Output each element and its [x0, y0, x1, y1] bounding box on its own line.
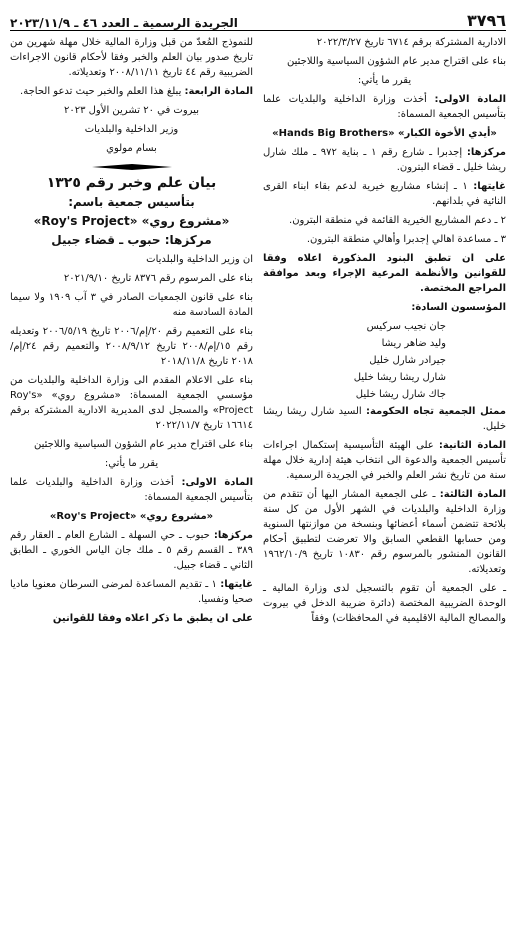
goal-text: ١ ـ إنشاء مشاريع خيرية لدعم بقاء ابناء القرى النائية في بلدانهم.: [263, 181, 506, 207]
notice-subtitle: بتأسيس جمعية باسم:: [68, 195, 195, 209]
notice-title: بيان علم وخبر رقم ١٣٢٥: [46, 175, 217, 191]
article-text: أخذت وزارة الداخلية والبلديات علما بتأسيس الجمعية المسماة:: [263, 94, 506, 120]
paragraph: ان وزير الداخلية والبلديات: [146, 254, 253, 265]
article-3: [263, 487, 506, 577]
tax-paragraph: ـ على الجمعية أن تقوم بالتسجيل لدى وزارة المالية ـ الوحدة الضريبية المختصة (دائرة ضريبة الدخل في بيروت والمصالح المالية الاقليمية في المحافظات) وفقاً: [263, 583, 506, 624]
article-label: المادة الثالثة:: [439, 489, 506, 500]
paragraph: للنموذج المُعدّ من قبل وزارة المالية خلال مهلة شهرين من تاريخ صدور بيان العلم والخبر وفقا لأحكام قانون الاجراءات الضريبية رقم ٤٤ تاريخ ٢٠٠٨/١١/١١ وتعديلاته.: [10, 37, 253, 78]
article-2: [263, 438, 506, 483]
condition: على ان تطبق البنود المذكورة اعلاه وفقا للقوانين والأنظمة المرعية الإجراء وبعد موافقة المراجع المختصة.: [263, 253, 506, 294]
article-label: المادة الاولى:: [434, 94, 506, 105]
founder: شارل ريشا ريشا خليل: [353, 372, 446, 383]
article-text: يبلغ هذا العلم والخبر حيث تدعو الحاجة.: [20, 86, 182, 97]
rep-text: السيد شارل ريشا ريشا خليل.: [263, 406, 506, 432]
notice-name: «مشروع روي» «Roy's Project»: [33, 214, 230, 228]
association-name: «أيدي الأخوة الكبار» «Hands Big Brothers»: [272, 128, 497, 139]
paragraph: بناء على اقتراح مدير عام الشؤون السياسية واللاجئين: [287, 56, 506, 67]
founder: جيرادر شارل خليل: [369, 355, 446, 366]
headquarters: [263, 145, 506, 175]
representative: [263, 404, 506, 434]
page-header: [10, 8, 506, 31]
article-text: على الهيئة التأسيسية إستكمال اجراءات تأسيس الجمعية والدعوة الى انتخاب هيئة إدارية خلال مهلة سنة من تاريخ نشر العلم والخبر في الجريدة الرسمية.: [263, 440, 506, 481]
notice-hq: مركزها: حبوب ـ قضاء جبيل: [51, 233, 212, 247]
paragraph: بناء على التعميم رقم ٢٠/إم/٢٠٠٦ تاريخ ٢٠٠٦/٥/١٩ وتعديله رقم ١٥/إم/٢٠٠٨ تاريخ ٢٠٠٨/٩/١٢ والتعميم رقم ٢٤/إم/٢٠١٨ تاريخ ٢٠١٨/١١/٨: [10, 326, 253, 367]
paragraph: بناء على الاعلام المقدم الى وزارة الداخلية والبلديات من مؤسسي الجمعية المسماة: «مشروع روي» «Roy's Project» والمسجل لدى المديرية الادارية المشتركة برقم ١٦٦١٤ تاريخ ٢٠٢٢/١١/٧: [10, 375, 253, 431]
article-4: [10, 84, 253, 99]
founders-list: [263, 319, 506, 402]
goal-3: ٣ ـ مساعدة اهالي إجدبرا وأهالي منطقة البترون.: [306, 234, 506, 245]
page-number: ٣٧٩٦: [466, 11, 506, 30]
founder: جان نجيب سركيس: [366, 321, 446, 332]
hq-label: مركزها:: [213, 530, 253, 541]
decides-line: يقرر ما يأتي:: [104, 458, 159, 469]
founder: وليد ضاهر ريشا: [381, 338, 446, 349]
founder: جاك شارل ريشا خليل: [355, 389, 446, 400]
article-label: المادة الرابعة:: [184, 86, 253, 97]
paragraph: بناء على اقتراح مدير عام الشؤون السياسية واللاجئين: [34, 439, 253, 450]
signature-name: بسام مولوي: [106, 143, 157, 154]
goals-label: غايتها:: [473, 181, 506, 192]
paragraph: بناء على المرسوم رقم ٨٣٧٦ تاريخ ٢٠٢١/٩/١٠: [63, 273, 253, 284]
goal-text: ١ ـ تقديم المساعدة لمرضى السرطان معنويا ماديا صحيا ونفسيا.: [10, 579, 253, 605]
goal-1: [263, 179, 506, 209]
article-text: أخذت وزارة الداخلية والبلديات علما بتأسيس الجمعية المسماة:: [10, 477, 253, 503]
rep-label: ممثل الجمعية تجاه الحكومة:: [365, 406, 506, 417]
headquarters: [10, 528, 253, 573]
condition: على ان يطبق ما ذكر اعلاه وفقا للقوانين: [52, 613, 253, 624]
paragraph: بناء على قانون الجمعيات الصادر في ٣ آب ١٩٠٩ ولا سيما المادة السادسة منه: [10, 292, 253, 318]
article-label: المادة الاولى:: [181, 477, 253, 488]
founders-label: المؤسسون السادة:: [411, 302, 506, 313]
article-text: ـ على الجمعية المشار اليها أن تتقدم من وزارة الداخلية والبلديات في الشهر الأول من كل سنة بلائحة تتضمن أسماء أعضائها وبنسخة من موازنتها السنوية ومن حسابها القطعي السابق والا تعرضت لتطبيق أحكام القانون المنشور بالمرسوم رقم ١٠٨٣٠ تاريخ ١٩٦٢/١٠/٩ وتعديلاته.: [263, 489, 506, 575]
article-1: [263, 92, 506, 122]
hq-text: حبوب ـ حي السهلة ـ الشارع العام ـ العقار رقم ٣٨٩ ـ القسم رقم ٥ ـ ملك جان الياس الخوري ـ الطابق الثاني ـ قضاء جبيل.: [10, 530, 253, 571]
signature-title: وزير الداخلية والبلديات: [84, 124, 179, 135]
goal-2: ٢ ـ دعم المشاريع الخيرية القائمة في منطقة البترون.: [289, 215, 506, 226]
paragraph: الادارية المشتركة برقم ٦٧١٤ تاريخ ٢٠٢٢/٣/٢٧: [316, 37, 506, 48]
hq-label: مركزها:: [466, 147, 506, 158]
gazette-title: الجريدة الرسمية ـ العدد ٤٦ ـ ٢٠٢٣/١١/٩: [10, 16, 238, 30]
right-column: [263, 35, 506, 630]
goal-1: [10, 577, 253, 607]
decides-line: يقرر ما يأتي:: [357, 75, 412, 86]
association-name: «مشروع روي» «Roy's Project»: [49, 511, 214, 522]
article-1: [10, 475, 253, 505]
section-divider: [92, 164, 172, 170]
hq-text: إجدبرا ـ شارع رقم ١ ـ بناية ٩٧٢ ـ ملك شارل ريشا خليل ـ قضاء البترون.: [263, 147, 506, 173]
article-label: المادة الثانية:: [438, 440, 506, 451]
left-column: [10, 35, 253, 630]
goals-label: غايتها:: [220, 579, 253, 590]
columns: [10, 35, 506, 630]
signature-place: بيروت في ٢٠ تشرين الأول ٢٠٢٣: [63, 105, 199, 116]
